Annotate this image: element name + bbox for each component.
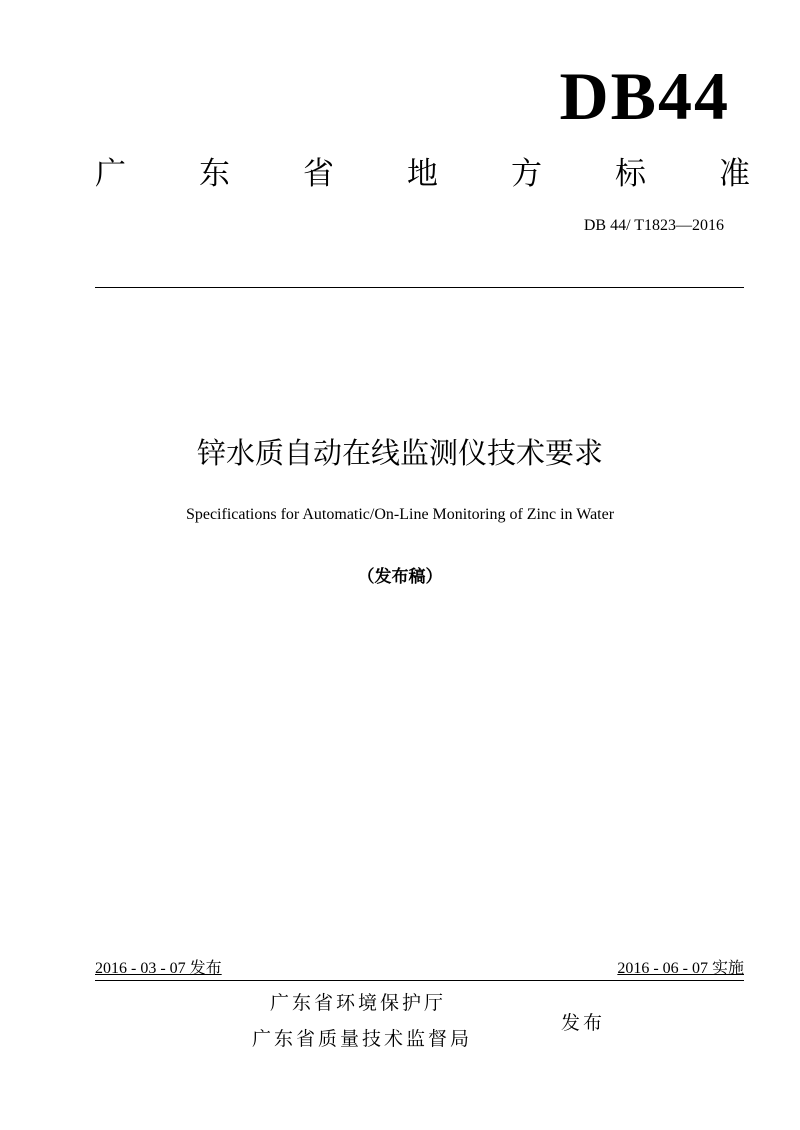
publish-label: 发布 (561, 1012, 606, 1034)
standard-code-logo: DB44 (559, 58, 730, 134)
draft-status-label: （发布稿） (357, 567, 443, 587)
standard-type-char: 方 (511, 155, 542, 192)
release-date: 2016 - 03 - 07 发布 (95, 960, 222, 977)
standard-type-char: 省 (303, 155, 334, 192)
standard-type-char: 准 (719, 155, 750, 192)
implementation-date: 2016 - 06 - 07 实施 (617, 960, 744, 977)
date-row (95, 958, 744, 981)
standard-number: DB 44/ T1823—2016 (583, 217, 724, 234)
document-title-chinese: 锌水质自动在线监测仪技术要求 (196, 436, 603, 470)
issuer-quality-bureau: 广东省质量技术监督局 (252, 1028, 473, 1050)
standard-type-char: 地 (407, 155, 438, 192)
standard-type-char: 标 (615, 155, 646, 192)
publisher-block (248, 992, 618, 1062)
standard-type-char: 东 (199, 155, 230, 192)
standard-type-heading (95, 152, 750, 196)
header-divider (95, 287, 744, 288)
issuer-environment-dept: 广东省环境保护厅 (270, 992, 447, 1014)
standard-type-char: 广 (95, 155, 126, 192)
document-title-english: Specifications for Automatic/On-Line Monitoring of Zinc in Water (185, 506, 615, 523)
